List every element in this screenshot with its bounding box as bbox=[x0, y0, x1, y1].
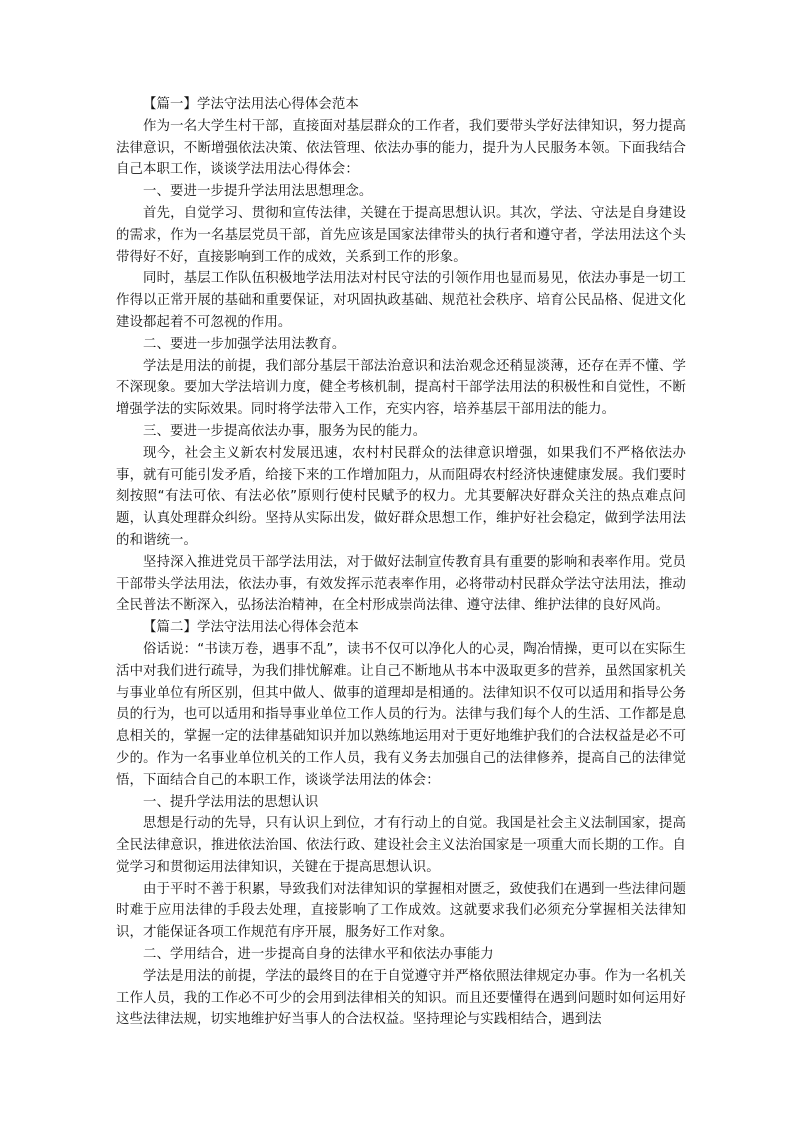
section-heading-2: 【篇二】学法守法用法心得体会范本 bbox=[143, 620, 359, 636]
document-body bbox=[116, 94, 686, 1031]
subheading: 二、学用结合，进一步提高自身的法律水平和依法办事能力 bbox=[143, 947, 494, 963]
paragraph: 由于平时不善于积累，导致我们对法律知识的掌握相对匮乏，致使我们在遇到一些法律问题时难于应用法律的手段去处理，直接影响了工作成效。这就要求我们必须充分掌握相关法律知识，才能保证各项工作规范有序开展，服务好工作对象。 bbox=[116, 881, 686, 941]
section-heading-1: 【篇一】学法守法用法心得体会范本 bbox=[143, 97, 359, 112]
paragraph: 作为一名大学生村干部，直接面对基层群众的工作者，我们要带头学好法律知识，努力提高法律意识，不断增强依法决策、依法管理、依法办事的能力，提升为人民服务本领。下面我结合自己本职工作，谈谈学法用法心得体会： bbox=[116, 118, 686, 178]
paragraph: 学法是用法的前提，学法的最终目的在于自觉遵守并严格依照法律规定办事。作为一名机关工作人员，我的工作必不可少的会用到法律相关的知识。而且还要懂得在遇到问题时如何运用好这些法律法规，切实地维护好当事人的合法权益。坚持理论与实践相结合，遇到法 bbox=[116, 968, 686, 1028]
paragraph: 学法是用法的前提，我们部分基层干部法治意识和法治观念还稍显淡薄，还存在弄不懂、学不深现象。要加大学法培训力度，健全考核机制，提高村干部学法用法的积极性和自觉性，不断增强学法的实际效果。同时将学法带入工作，充实内容，培养基层干部用法的能力。 bbox=[116, 358, 686, 418]
paragraph: 同时，基层工作队伍积极地学法用法对村民守法的引领作用也显而易见，依法办事是一切工作得以正常开展的基础和重要保证，对巩固执政基础、规范社会秩序、培育公民品格、促进文化建设都起着不可忽视的作用。 bbox=[116, 271, 686, 330]
subheading: 一、要进一步提升学法用法思想理念。 bbox=[143, 184, 373, 200]
paragraph: 首先，自觉学习、贯彻和宣传法律，关键在于提高思想认识。其次，学法、守法是自身建设的需求，作为一名基层党员干部，首先应该是国家法律带头的执行者和遵守者，学法用法这个头带得好不好，直接影响到工作的成效，关系到工作的形象。 bbox=[116, 205, 686, 265]
paragraph: 现今，社会主义新农村发展迅速，农村村民群众的法律意识增强，如果我们不严格依法办事，就有可能引发矛盾，给接下来的工作增加阻力，从而阻碍农村经济快速健康发展。我们要时刻按照“有法可依、有法必依”原则行使村民赋予的权力。尤其要解决好群众关注的热点难点问题，认真处理群众纠纷。坚持从实际出发，做好群众思想工作，维护好社会稳定，做到学法用法的和谐统一。 bbox=[116, 445, 686, 548]
subheading: 三、要进一步提高依法办事，服务为民的能力。 bbox=[143, 423, 427, 439]
paragraph: 俗话说：“书读万卷，遇事不乱”，读书不仅可以净化人的心灵，陶冶情操，更可以在实际生活中对我们进行疏导，为我们排忧解难。让自己不断地从书本中汲取更多的营养，虽然国家机关与事业单位有所区别，但其中做人、做事的道理却是相通的。法律知识不仅可以适用和指导公务员的行为，也可以适用和指导事业单位工作人员的行为。法律与我们每个人的生活、工作都是息息相关的，掌握一定的法律基础知识并加以熟练地运用对于更好地维护我们的合法权益是必不可少的。作为一名事业单位机关的工作人员，我有义务去加强自己的法律修养，提高自己的法律觉悟，下面结合自己的本职工作，谈谈学法用法的体会： bbox=[116, 641, 686, 788]
subheading: 一、提升学法用法的思想认识 bbox=[143, 794, 319, 810]
paragraph: 思想是行动的先导，只有认识上到位，才有行动上的自觉。我国是社会主义法制国家，提高全民法律意识，推进依法治国、依法行政、建设社会主义法治国家是一项重大而长期的工作。自觉学习和贯彻运用法律知识，关键在于提高思想认识。 bbox=[116, 816, 686, 875]
paragraph: 坚持深入推进党员干部学法用法，对于做好法制宣传教育具有重要的影响和表率作用。党员干部带头学法用法，依法办事，有效发挥示范表率作用，必将带动村民群众学法守法用法，推动全民普法不断深入，弘扬法治精神，在全村形成崇尚法律、遵守法律、维护法律的良好风尚。 bbox=[116, 554, 686, 614]
subheading: 二、要进一步加强学法用法教育。 bbox=[143, 336, 346, 352]
